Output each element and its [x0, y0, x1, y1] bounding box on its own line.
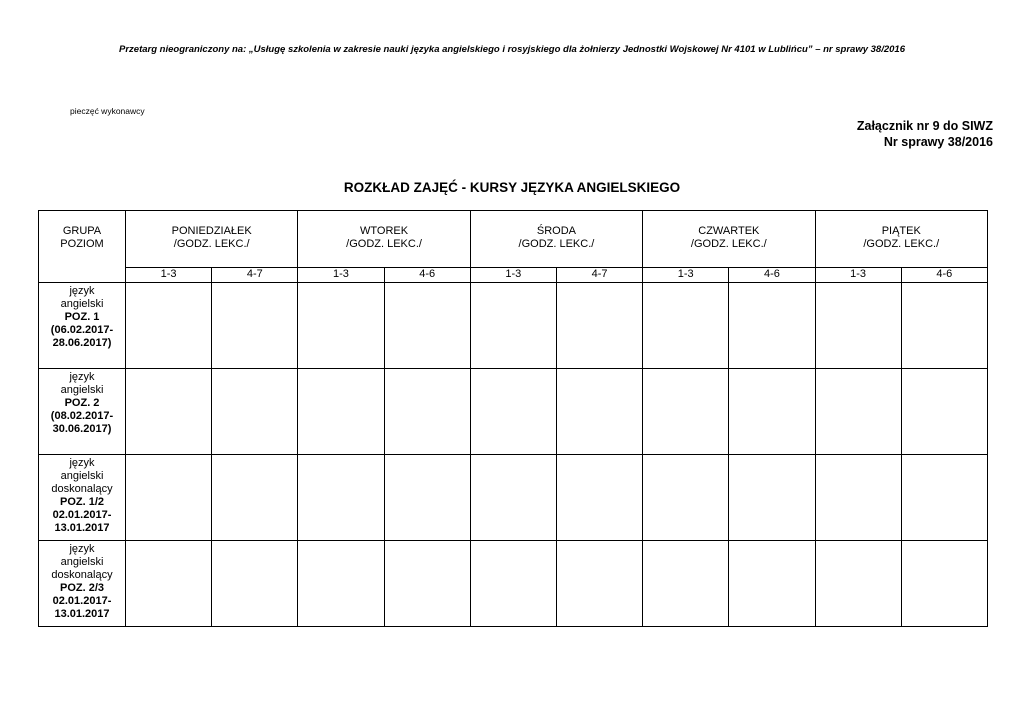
schedule-cell[interactable] — [729, 369, 815, 455]
schedule-cell[interactable] — [470, 369, 556, 455]
group-language-name: angielski — [60, 298, 104, 310]
hour-range-cell: 1-3 — [643, 268, 729, 283]
schedule-cell[interactable] — [212, 541, 298, 627]
schedule-cell[interactable] — [126, 455, 212, 541]
day-sub: /GODZ. LEKC./ — [346, 238, 422, 250]
schedule-cell[interactable] — [901, 283, 987, 369]
hour-range-cell: 1-3 — [815, 268, 901, 283]
schedule-cell[interactable] — [298, 541, 384, 627]
tender-header-note: Przetarg nieograniczony na: „Usługę szkolenia w zakresie nauki języka angielskiego i rosyjskiego dla żołnierzy Jednostki Wojskowej Nr 4101 w Lublińcu” – nr sprawy 38/2016 — [119, 44, 905, 55]
case-number: Nr sprawy 38/2016 — [883, 135, 993, 149]
hour-range-cell: 4-6 — [901, 268, 987, 283]
group-date-start: (08.02.2017- — [50, 410, 114, 422]
schedule-cell[interactable] — [729, 541, 815, 627]
contractor-stamp-label: pieczęć wykonawcy — [70, 106, 145, 116]
schedule-cell[interactable] — [384, 369, 470, 455]
schedule-cell[interactable] — [643, 369, 729, 455]
schedule-cell[interactable] — [901, 369, 987, 455]
hour-range-cell: 1-3 — [298, 268, 384, 283]
schedule-cell[interactable] — [901, 455, 987, 541]
day-header-friday — [815, 211, 988, 268]
document-title: ROZKŁAD ZAJĘĆ - KURSY JĘZYKA ANGIELSKIEGO — [343, 180, 681, 195]
group-date-start: (06.02.2017- — [50, 324, 114, 336]
group-date-end: 28.06.2017) — [52, 337, 112, 349]
group-variant: doskonalący — [51, 569, 113, 581]
group-variant: doskonalący — [51, 483, 113, 495]
group-label-cell — [39, 283, 126, 369]
schedule-cell[interactable] — [212, 283, 298, 369]
schedule-table — [38, 210, 988, 627]
schedule-cell[interactable] — [298, 455, 384, 541]
group-date-end: 30.06.2017) — [52, 423, 112, 435]
schedule-cell[interactable] — [815, 455, 901, 541]
group-date-end: 13.01.2017 — [54, 522, 110, 534]
group-language: język — [69, 285, 95, 297]
schedule-cell[interactable] — [212, 455, 298, 541]
schedule-cell[interactable] — [384, 455, 470, 541]
schedule-cell[interactable] — [901, 541, 987, 627]
day-name: CZWARTEK — [698, 225, 760, 237]
day-sub: /GODZ. LEKC./ — [690, 238, 767, 250]
day-name: PIĄTEK — [881, 225, 921, 237]
schedule-cell[interactable] — [729, 455, 815, 541]
day-header-row — [39, 211, 988, 268]
schedule-cell[interactable] — [470, 283, 556, 369]
group-level: POZ. 1/2 — [59, 496, 105, 508]
schedule-cell[interactable] — [556, 369, 642, 455]
schedule-cell[interactable] — [556, 283, 642, 369]
schedule-cell[interactable] — [212, 369, 298, 455]
group-level: POZ. 1 — [64, 311, 100, 323]
table-row — [39, 283, 988, 369]
schedule-cell[interactable] — [556, 455, 642, 541]
day-header-wednesday — [470, 211, 642, 268]
hour-range-cell: 4-7 — [212, 268, 298, 283]
schedule-cell[interactable] — [815, 369, 901, 455]
hour-range-row — [39, 268, 988, 283]
group-language: język — [69, 371, 95, 383]
day-name: PONIEDZIAŁEK — [171, 225, 252, 237]
group-language-name: angielski — [60, 384, 104, 396]
schedule-cell[interactable] — [126, 541, 212, 627]
table-row — [39, 541, 988, 627]
schedule-cell[interactable] — [643, 541, 729, 627]
day-name: WTOREK — [360, 225, 409, 237]
day-sub: /GODZ. LEKC./ — [173, 238, 250, 250]
schedule-cell[interactable] — [126, 283, 212, 369]
day-sub: /GODZ. LEKC./ — [863, 238, 940, 250]
group-date-start: 02.01.2017- — [52, 509, 112, 521]
day-name: ŚRODA — [536, 225, 576, 237]
group-header-cell — [39, 211, 126, 283]
schedule-cell[interactable] — [298, 283, 384, 369]
attachment-info — [857, 118, 993, 150]
day-header-thursday — [643, 211, 815, 268]
group-level: POZ. 2/3 — [59, 582, 105, 594]
group-label-cell — [39, 541, 126, 627]
group-label-cell — [39, 455, 126, 541]
hour-range-cell: 4-7 — [556, 268, 642, 283]
group-language: język — [69, 543, 95, 555]
group-date-start: 02.01.2017- — [52, 595, 112, 607]
group-language-name: angielski — [60, 470, 104, 482]
day-header-monday — [126, 211, 298, 268]
schedule-cell[interactable] — [815, 541, 901, 627]
table-row — [39, 369, 988, 455]
level-header-label: POZIOM — [60, 238, 104, 250]
hour-range-cell: 1-3 — [126, 268, 212, 283]
schedule-cell[interactable] — [643, 455, 729, 541]
day-header-tuesday — [298, 211, 470, 268]
group-label-cell — [39, 369, 126, 455]
schedule-cell[interactable] — [556, 541, 642, 627]
schedule-cell[interactable] — [729, 283, 815, 369]
hour-range-cell: 4-6 — [384, 268, 470, 283]
hour-range-cell: 4-6 — [729, 268, 815, 283]
schedule-cell[interactable] — [384, 283, 470, 369]
schedule-cell[interactable] — [470, 541, 556, 627]
group-language-name: angielski — [60, 556, 104, 568]
schedule-cell[interactable] — [815, 283, 901, 369]
hour-range-cell: 1-3 — [470, 268, 556, 283]
schedule-cell[interactable] — [126, 369, 212, 455]
attachment-number: Załącznik nr 9 do SIWZ — [856, 119, 993, 133]
schedule-cell[interactable] — [298, 369, 384, 455]
schedule-cell[interactable] — [384, 541, 470, 627]
group-level: POZ. 2 — [64, 397, 100, 409]
day-sub: /GODZ. LEKC./ — [518, 238, 595, 250]
group-language: język — [69, 457, 95, 469]
schedule-cell[interactable] — [470, 455, 556, 541]
schedule-cell[interactable] — [643, 283, 729, 369]
group-date-end: 13.01.2017 — [54, 608, 110, 620]
group-header-label: GRUPA — [62, 225, 102, 237]
table-row — [39, 455, 988, 541]
